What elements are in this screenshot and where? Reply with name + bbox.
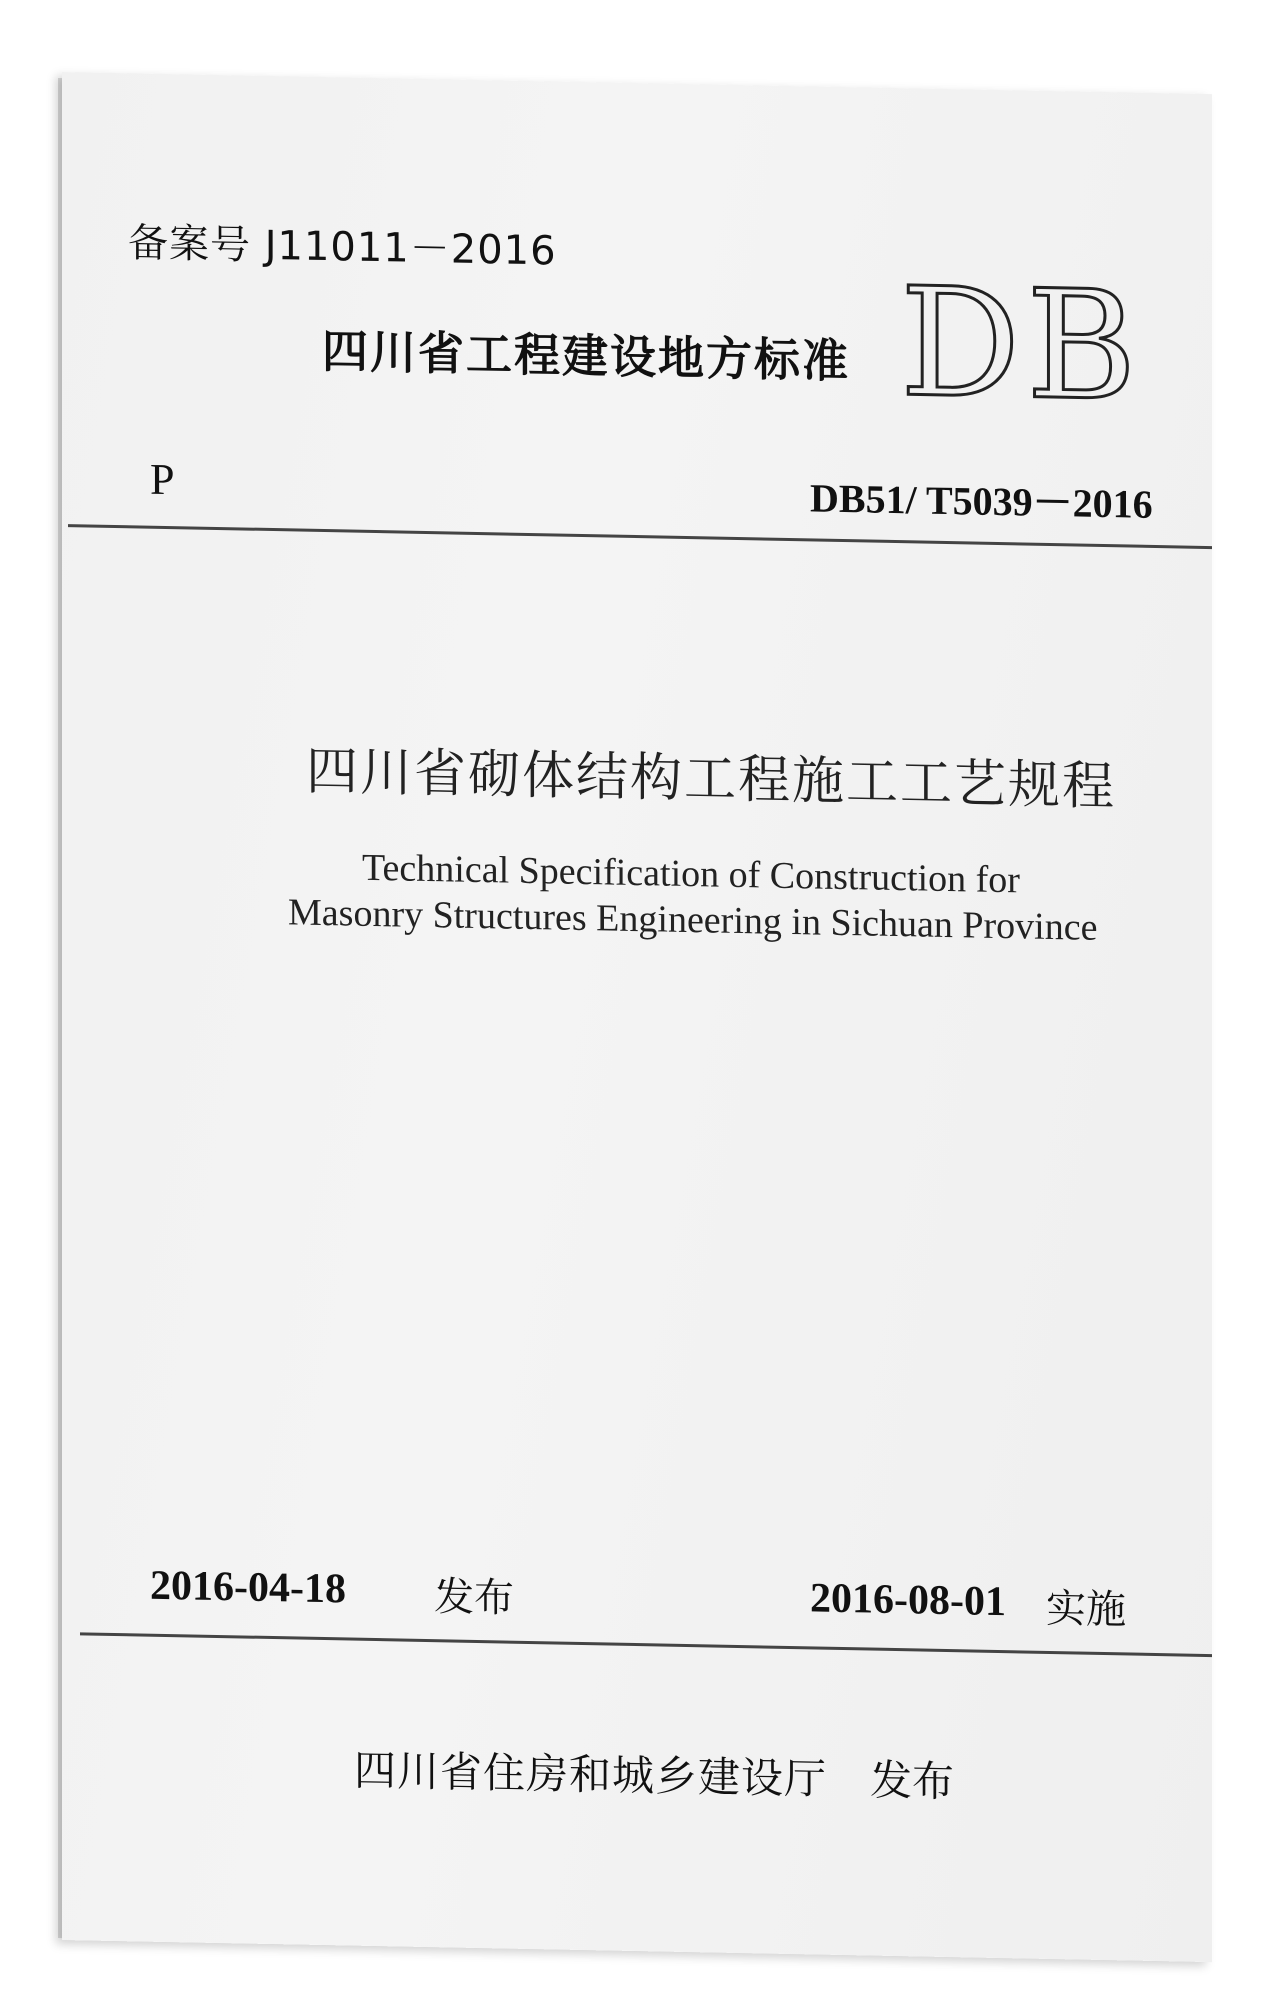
- publisher-label: 发布: [870, 1755, 955, 1807]
- title-english-line-2: Masonry Structures Engineering in Sichuan Province: [288, 891, 1098, 949]
- issue-label: 发布: [434, 1574, 514, 1622]
- implementation-label: 实施: [1046, 1585, 1126, 1634]
- record-number: 备案号 J11011－2016: [128, 220, 557, 275]
- book-cover: [62, 72, 1212, 1962]
- standard-number: DB51/ T5039－2016: [810, 475, 1153, 527]
- issue-date: 2016-04-18: [150, 1562, 346, 1613]
- series-title: 四川省工程建设地方标准: [322, 323, 850, 389]
- db-logo: DB: [900, 256, 1143, 435]
- classification-code: P: [150, 454, 175, 505]
- title-english-line-1: Technical Specification of Construction for: [362, 846, 1020, 902]
- implementation-date: 2016-08-01: [810, 1575, 1006, 1626]
- top-divider: [68, 524, 1212, 549]
- publisher: 四川省住房和城乡建设厅: [354, 1745, 828, 1804]
- bottom-divider: [80, 1632, 1212, 1657]
- title-chinese: 四川省砌体结构工程施工工艺规程: [306, 741, 1117, 818]
